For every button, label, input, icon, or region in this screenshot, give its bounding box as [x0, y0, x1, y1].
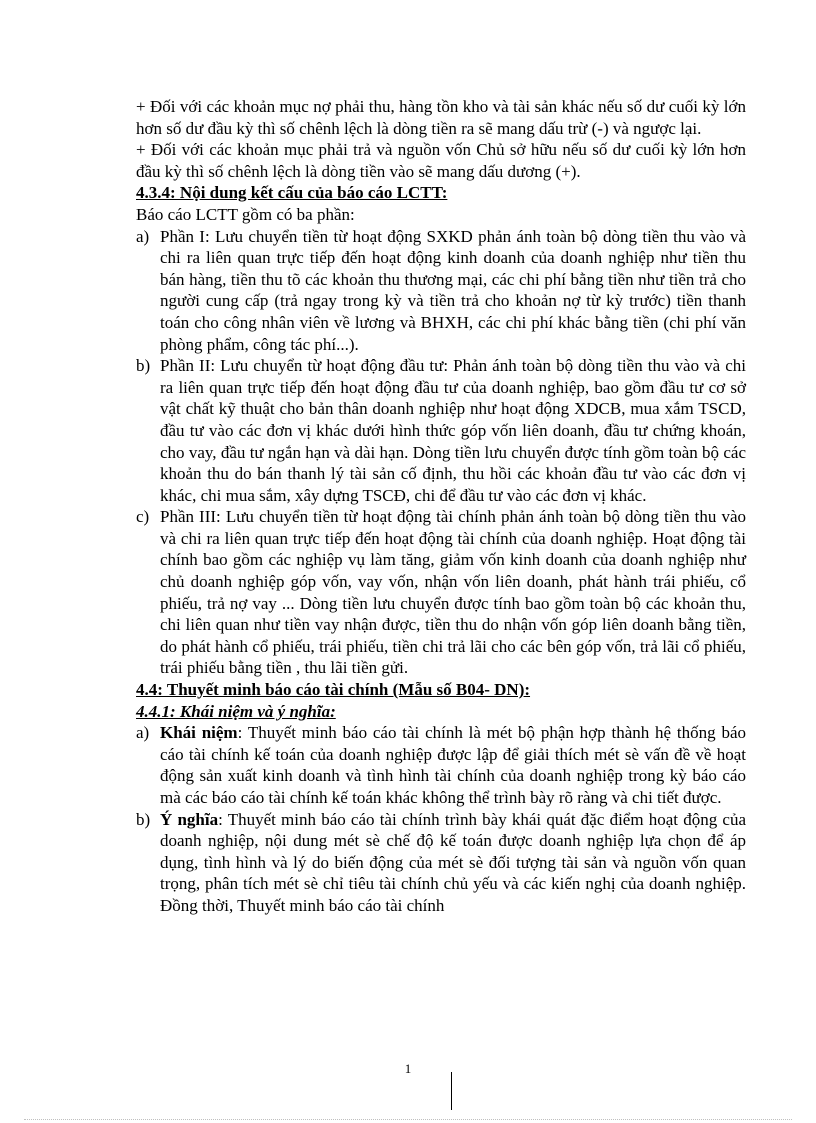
- list-item-text: [160, 722, 746, 808]
- section-heading-4-4-1: 4.4.1: Khái niệm và ý nghĩa:: [136, 701, 336, 721]
- list-item: [136, 226, 746, 356]
- list-marker: b): [136, 356, 151, 376]
- section-heading-4-4: 4.4: Thuyết minh báo cáo tài chính (Mẫu số B04- DN):: [136, 680, 531, 700]
- list-item: [136, 506, 746, 679]
- list-item: [136, 722, 746, 808]
- list-marker: a): [136, 226, 150, 246]
- term-label: Ý nghĩa: [160, 809, 219, 829]
- list-marker: c): [136, 507, 150, 527]
- list-item-text: Phần III: Lưu chuyển tiền từ hoạt động tài chính phản ánh toàn bộ dòng tiền thu vào và chi ra liên quan trực tiếp đến hoạt động tài chính của doanh nghiệp. Hoạt động tài chính bao gồm các nghiệp vụ làm tăng, giảm vốn kinh doanh của doanh nghiệp như chủ doanh nghiệp góp vốn, vay vốn, nhận vốn liên doanh, phát hành trái phiếu, cổ phiếu, trả nợ vay ... Dòng tiền lưu chuyển được tính bao gồm toàn bộ các khoản thu, chi liên quan như tiền vay nhận được, tiền thu do nhận vốn góp liên doanh bằng tiền, do phát hành cổ phiếu, trái phiếu, tiền chi trả lãi cho các bên góp vốn, trả lãi cổ phiếu, trái phiếu bằng tiền , thu lãi tiền gửi.: [160, 507, 746, 678]
- list-item-text: Phần II: Lưu chuyển từ hoạt động đầu tư: Phản ánh toàn bộ dòng tiền thu vào và chi ra liên quan trực tiếp đến hoạt động đầu tư của doanh nghiệp, bao gồm đầu tư cơ sở vật chất kỹ thuật cho bản thân doanh nghiệp như hoạt động XDCB, mua xắm TSCD, đầu tư vào các đơn vị khác dưới hình thức góp vốn liên doanh, đầu tư chứng khoán, cho vay, đầu tư ngắn hạn và dài hạn. Dòng tiền lưu chuyển được tính gồm toàn bộ các khoản thu do bán thanh lý tài sản cố định, thu hồi các khoản đầu tư vào các đơn vị khác, chi mua sắm, xây dựng TSCĐ, chi để đầu tư vào các đơn vị khác.: [160, 356, 746, 505]
- section-intro: Báo cáo LCTT gồm có ba phần:: [136, 204, 355, 224]
- list-item-text: Phần I: Lưu chuyển tiền từ hoạt động SXKD phản ánh toàn bộ dòng tiền thu vào và chi ra liên quan trực tiếp đến hoạt động kinh doanh của doanh nghiệp như tiền thu bán hàng, tiền thu tõ các khoản thu thương mại, các chi phí bằng tiền như tiền trả cho người cung cấp (trả ngay trong kỳ và tiền trả cho khoản nợ từ kỳ trước) tiền thanh toán cho công nhân viên về lương và BHXH, các chi phí khác bằng tiền (chi phí văn phòng phẩm, công tác phí...).: [160, 226, 746, 354]
- term-definition: : Thuyết minh báo cáo tài chính trình bày khái quát đặc điểm hoạt động của doanh nghiệp, nội dung mét sè chế độ kế toán được doanh nghiệp lựa chọn để áp dụng, tình hình và lý do biến động của mét sè đối tượng tài sản và nguồn vốn quan trọng, phân tích mét sè chỉ tiêu tài chính chủ yếu và các kiến nghị của doanh nghiệp. Đồng thời, Thuyết minh báo cáo tài chính: [160, 809, 746, 915]
- list-item: [136, 809, 746, 917]
- intro-paragraph-payables: + Đối với các khoản mục phải trả và nguồn vốn Chủ sở hữu nếu số dư cuối kỳ lớn hơn đầu kỳ thì số chênh lệch là dòng tiền vào sẽ mang dấu dương (+).: [136, 140, 746, 181]
- term-label: Khái niệm: [160, 723, 238, 743]
- intro-paragraph-receivables: + Đối với các khoản mục nợ phải thu, hàng tồn kho và tài sản khác nếu số dư cuối kỳ lớn hơn số dư đầu kỳ thì số chênh lệch là dòng tiền ra sẽ mang dấu trừ (-) và ngược lại.: [136, 97, 746, 138]
- section-heading-4-3-4: 4.3.4: Nội dung kết cấu của báo cáo LCTT:: [136, 183, 448, 203]
- text-cursor: [451, 1072, 452, 1110]
- document-body: [136, 96, 746, 917]
- page-boundary: [24, 1119, 792, 1120]
- list-item-text: [160, 809, 746, 917]
- term-definition: : Thuyết minh báo cáo tài chính là mét bộ phận hợp thành hệ thống báo cáo tài chính kế toán của doanh nghiệp được lập để giải thích mét sè vấn đề về hoạt động sản xuất kinh doanh và tình hình tài chính của doanh nghiệp trong kỳ báo cáo mà các báo cáo tài chính kế toán khác không thể trình bày rõ ràng và chi tiết được.: [160, 723, 746, 807]
- list-item: [136, 355, 746, 506]
- page-number: 1: [404, 1061, 412, 1076]
- list-marker: a): [136, 723, 150, 743]
- list-marker: b): [136, 809, 151, 829]
